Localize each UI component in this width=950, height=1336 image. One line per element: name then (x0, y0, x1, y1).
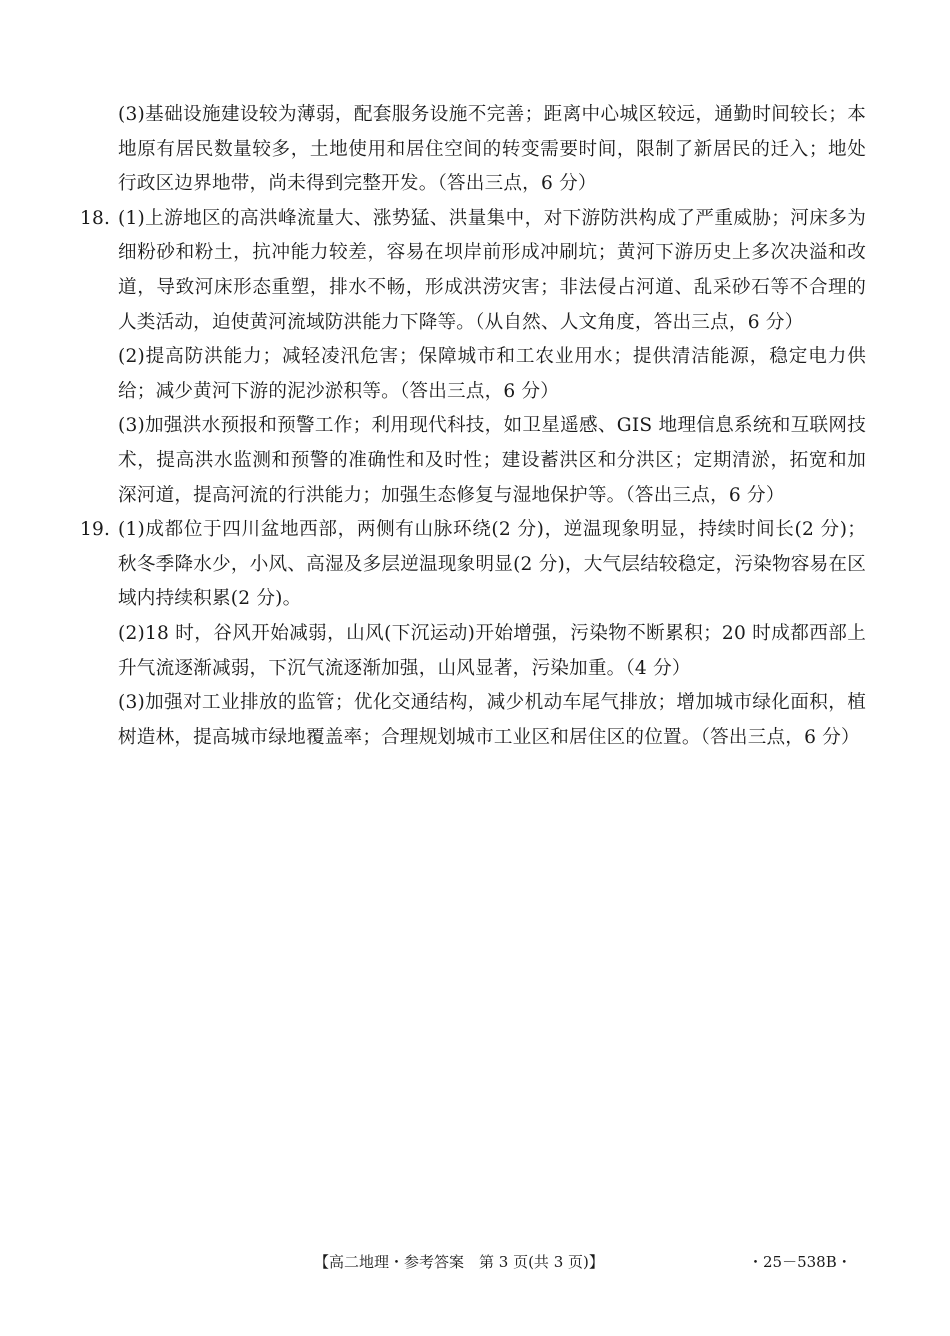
answer-paragraph (76, 340, 866, 409)
question-number: 19. (80, 519, 111, 541)
question-number: 18. (80, 207, 111, 229)
answer-text: (1)上游地区的高洪峰流量大、涨势猛、洪量集中，对下游防洪构成了严重威胁；河床多为细粉砂和粉土，抗冲能力较差，容易在坝岸前形成冲刷坑；黄河下游历史上多次决溢和改道，导致河床形态重塑，排水不畅，形成洪涝灾害；非法侵占河道、乱采砂石等不合理的人类活动，迫使黄河流域防洪能力下降等。（从自然、人文角度，答出三点，6 分） (118, 207, 866, 333)
answer-text: (3)基础设施建设较为薄弱，配套服务设施不完善；距离中心城区较远，通勤时间较长；本地原有居民数量较多，土地使用和居住空间的转变需要时间，限制了新居民的迁入；地处行政区边界地带，尚未得到完整开发。（答出三点，6 分） (118, 104, 866, 195)
answer-paragraph (76, 686, 866, 755)
answer-paragraph (76, 513, 866, 617)
answer-content (76, 98, 866, 755)
answer-text: (2)18 时，谷风开始减弱，山风(下沉运动)开始增强，污染物不断累积；20 时成都西部上升气流逐渐减弱，下沉气流逐渐加强，山风显著，污染加重。（4 分） (118, 622, 866, 679)
answer-text: (2)提高防洪能力；减轻凌汛危害；保障城市和工农业用水；提供清洁能源，稳定电力供给；减少黄河下游的泥沙淤积等。（答出三点，6 分） (118, 346, 866, 402)
answer-paragraph (76, 202, 866, 340)
footer-title: 【高二地理・参考答案 第 3 页(共 3 页)】 (314, 1253, 604, 1271)
answer-paragraph (76, 617, 866, 686)
page-footer (0, 1252, 950, 1272)
footer-code: ・25－538B・ (748, 1253, 852, 1271)
answer-paragraph (76, 409, 866, 513)
answer-text: (3)加强洪水预报和预警工作；利用现代科技，如卫星遥感、GIS 地理信息系统和互联网技术，提高洪水监测和预警的准确性和及时性；建设蓄洪区和分洪区；定期清淤，拓宽和加深河道，提高河流的行洪能力；加强生态修复与湿地保护等。（答出三点，6 分） (118, 415, 866, 506)
answer-text: (1)成都位于四川盆地西部，两侧有山脉环绕(2 分)，逆温现象明显，持续时间长(2 分)；秋冬季降水少，小风、高湿及多层逆温现象明显(2 分)，大气层结较稳定，污染物容易在区域内持续积累(2 分)。 (118, 519, 866, 610)
answer-paragraph (76, 98, 866, 202)
answer-text: (3)加强对工业排放的监管；优化交通结构，减少机动车尾气排放；增加城市绿化面积，植树造林，提高城市绿地覆盖率；合理规划城市工业区和居住区的位置。（答出三点，6 分） (118, 692, 866, 748)
